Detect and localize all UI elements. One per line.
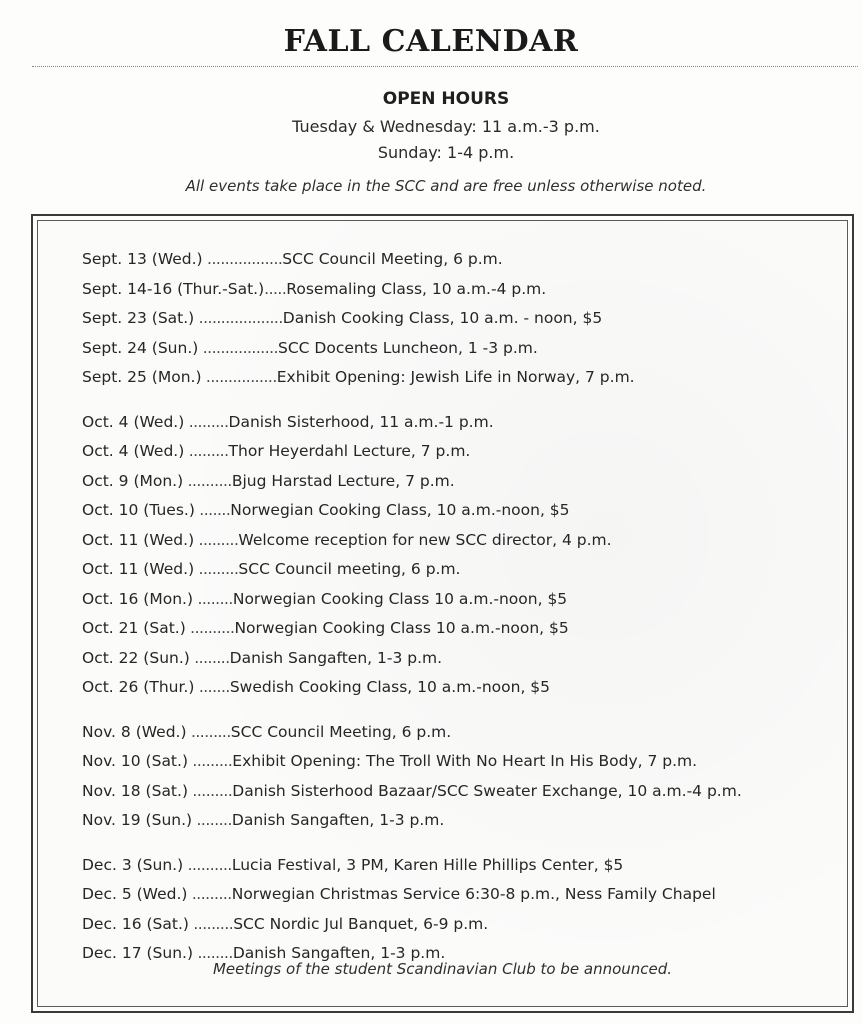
leader-dots: ..........	[183, 855, 232, 874]
event-date: Sept. 25 (Mon.)	[82, 368, 202, 386]
event-description: SCC Nordic Jul Banquet, 6-9 p.m.	[233, 914, 489, 933]
event-date: Oct. 16 (Mon.)	[82, 589, 194, 608]
open-hours-heading: OPEN HOURS	[382, 89, 510, 109]
event-description: Exhibit Opening: Jewish Life in Norway, 7 p.m.	[276, 368, 635, 386]
event-row	[82, 245, 847, 275]
footer-note: Meetings of the student Scandinavian Club to be announced.	[212, 960, 673, 978]
leader-dots: .........	[184, 412, 229, 431]
event-description: Norwegian Christmas Service 6:30-8 p.m., Ness Family Chapel	[231, 885, 716, 903]
event-row	[82, 644, 847, 674]
leader-dots: ...................	[194, 309, 283, 327]
event-description: Danish Cooking Class, 10 a.m. - noon, $5	[282, 309, 603, 327]
event-description: SCC Council Meeting, 6 p.m.	[230, 722, 452, 741]
month-group	[82, 851, 847, 969]
event-row	[82, 437, 847, 467]
event-description: Danish Sisterhood, 11 a.m.-1 p.m.	[228, 412, 494, 431]
leader-dots: ........	[189, 648, 230, 667]
events-list	[82, 245, 847, 984]
event-row	[82, 777, 847, 807]
leader-dots: ........	[192, 811, 232, 829]
event-row	[82, 526, 847, 556]
event-date: Sept. 23 (Sat.)	[82, 309, 195, 327]
event-description: Norwegian Cooking Class 10 a.m.-noon, $5	[234, 619, 569, 637]
event-date: Sept. 14-16 (Thur.-Sat.)	[82, 279, 265, 298]
event-description: SCC Council Meeting, 6 p.m.	[282, 250, 503, 268]
leader-dots: ..........	[183, 471, 232, 490]
event-date: Oct. 11 (Wed.)	[82, 560, 195, 578]
leader-dots: .........	[194, 530, 239, 549]
events-note: All events take place in the SCC and are free unless otherwise noted.	[185, 177, 707, 195]
month-group	[82, 408, 847, 703]
event-date: Dec. 5 (Wed.)	[82, 885, 188, 903]
event-row	[82, 363, 847, 393]
event-row	[82, 467, 847, 497]
leader-dots: .................	[202, 250, 283, 268]
event-row	[82, 718, 847, 748]
title-divider	[32, 66, 858, 67]
event-description: SCC Council meeting, 6 p.m.	[238, 560, 461, 578]
event-date: Oct. 10 (Tues.)	[82, 501, 195, 519]
event-row	[82, 851, 847, 881]
event-date: Oct. 11 (Wed.)	[82, 530, 195, 549]
event-date: Oct. 4 (Wed.)	[82, 412, 185, 431]
event-row	[82, 304, 847, 334]
event-description: Rosemaling Class, 10 a.m.-4 p.m.	[286, 279, 547, 298]
event-row	[82, 910, 847, 940]
event-date: Oct. 21 (Sat.)	[82, 619, 186, 637]
event-description: Danish Sisterhood Bazaar/SCC Sweater Exchange, 10 a.m.-4 p.m.	[232, 781, 742, 800]
events-frame-inner	[37, 220, 848, 1007]
event-row	[82, 275, 847, 305]
event-date: Nov. 18 (Sat.)	[82, 781, 188, 800]
event-row	[82, 806, 847, 836]
event-date: Dec. 3 (Sun.)	[82, 855, 184, 874]
leader-dots: .....	[264, 279, 287, 298]
event-date: Dec. 16 (Sat.)	[82, 914, 189, 933]
event-description: Danish Sangaften, 1-3 p.m.	[229, 648, 443, 667]
event-description: Exhibit Opening: The Troll With No Heart In His Body, 7 p.m.	[232, 752, 698, 770]
leader-dots: .........	[194, 560, 239, 578]
event-row	[82, 614, 847, 644]
month-group	[82, 718, 847, 836]
event-row	[82, 496, 847, 526]
events-frame	[31, 214, 854, 1013]
event-description: Danish Sangaften, 1-3 p.m.	[232, 944, 446, 962]
leader-dots: .......	[194, 501, 231, 519]
event-date: Sept. 13 (Wed.)	[82, 250, 203, 268]
event-row	[82, 585, 847, 615]
event-date: Sept. 24 (Sun.)	[82, 338, 199, 357]
event-description: Danish Sangaften, 1-3 p.m.	[231, 811, 445, 829]
event-row	[82, 747, 847, 777]
event-description: Thor Heyerdahl Lecture, 7 p.m.	[228, 442, 471, 460]
page-title: FALL CALENDAR	[283, 24, 579, 59]
event-description: Norwegian Cooking Class, 10 a.m.-noon, $5	[230, 501, 570, 519]
event-description: Bjug Harstad Lecture, 7 p.m.	[231, 471, 455, 490]
event-date: Oct. 22 (Sun.)	[82, 648, 190, 667]
leader-dots: ........	[193, 944, 233, 962]
event-date: Dec. 17 (Sun.)	[82, 944, 194, 962]
event-description: Welcome reception for new SCC director, 4 p.m.	[238, 530, 612, 549]
event-date: Nov. 10 (Sat.)	[82, 752, 188, 770]
event-row	[82, 408, 847, 438]
leader-dots: .........	[184, 442, 229, 460]
leader-dots: .........	[188, 914, 234, 933]
leader-dots: ..........	[185, 619, 235, 637]
leader-dots: ........	[193, 589, 233, 608]
event-row	[82, 555, 847, 585]
month-group	[82, 245, 847, 393]
event-date: Nov. 8 (Wed.)	[82, 722, 187, 741]
leader-dots: .......	[194, 678, 230, 696]
leader-dots: ................	[201, 368, 277, 386]
event-date: Oct. 4 (Wed.)	[82, 442, 185, 460]
open-hours-sunday: Sunday: 1-4 p.m.	[377, 143, 515, 162]
event-description: SCC Docents Luncheon, 1 -3 p.m.	[278, 338, 538, 357]
event-date: Oct. 9 (Mon.)	[82, 471, 184, 490]
leader-dots: .........	[188, 752, 233, 770]
event-description: Swedish Cooking Class, 10 a.m.-noon, $5	[229, 678, 551, 696]
leader-dots: .........	[188, 781, 233, 800]
event-date: Oct. 26 (Thur.)	[82, 678, 195, 696]
event-row	[82, 334, 847, 364]
open-hours-weekday: Tuesday & Wednesday: 11 a.m.-3 p.m.	[292, 117, 600, 136]
event-row	[82, 880, 847, 910]
event-description: Lucia Festival, 3 PM, Karen Hille Phillips Center, $5	[231, 855, 624, 874]
event-description: Norwegian Cooking Class 10 a.m.-noon, $5	[232, 589, 568, 608]
leader-dots: .........	[186, 722, 231, 741]
leader-dots: .........	[187, 885, 232, 903]
event-row	[82, 673, 847, 703]
leader-dots: .................	[198, 338, 278, 357]
event-date: Nov. 19 (Sun.)	[82, 811, 193, 829]
